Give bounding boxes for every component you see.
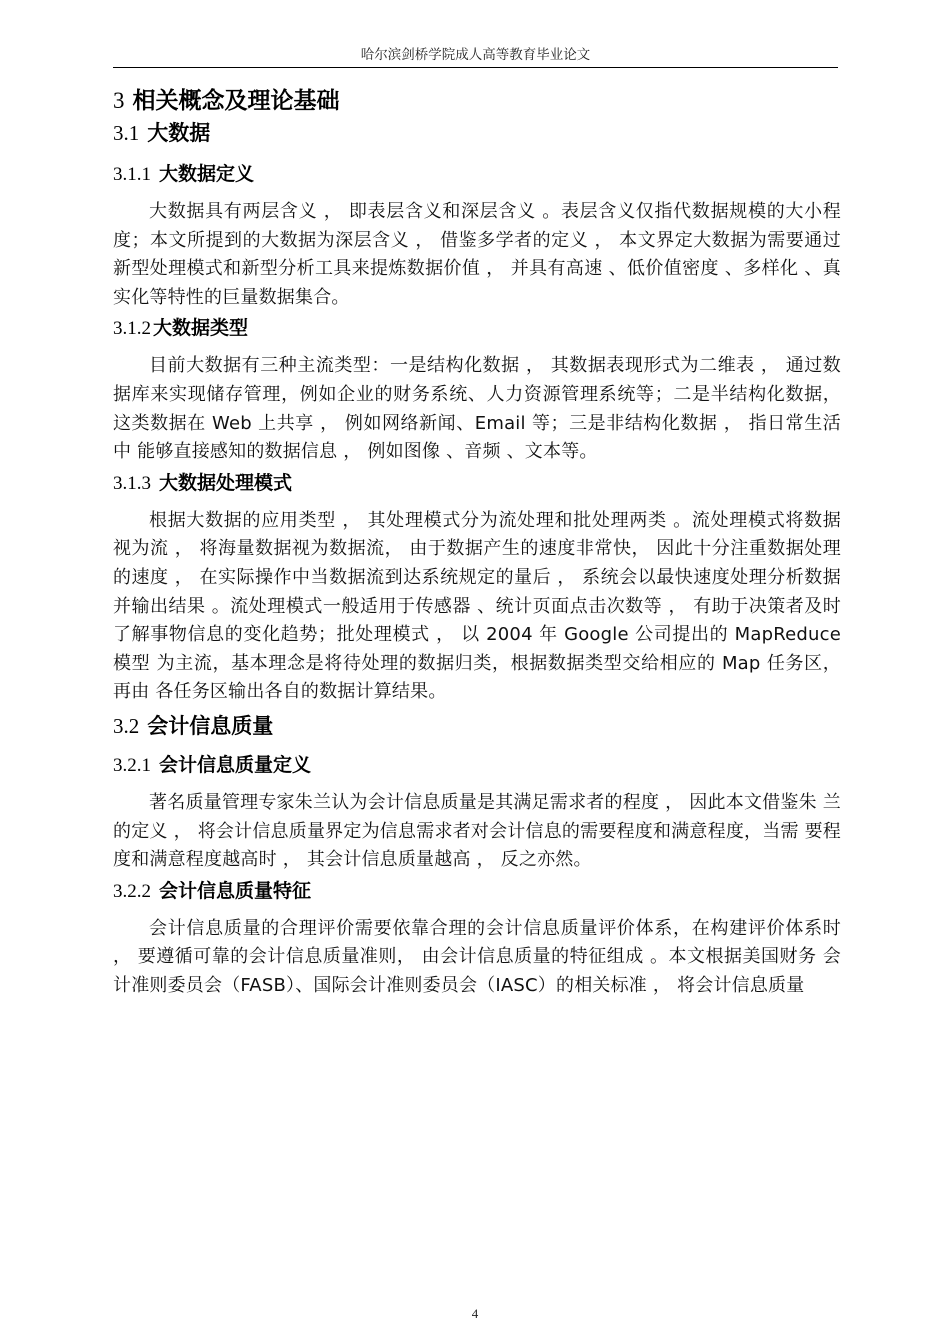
paragraph-accounting-info-quality-features: 会计信息质量的合理评价需要依靠合理的会计信息质量评价体系，在构建评价体系时 ， 要遵循可靠的会计信息质量准则， 由会计信息质量的特征组成 。本文根据美国财务 会计准则委员会（FASB）、国际会计准则委员会（IASC）的相关标准 ， 将会计信息质量 xyxy=(113,917,841,996)
subsection-number: 3.2.1 xyxy=(113,754,151,776)
section-heading-3-1 xyxy=(113,118,841,148)
section-number: 3.2 xyxy=(113,713,140,738)
chapter-title: 相关概念及理论基础 xyxy=(132,88,340,114)
subsection-title: 会计信息质量特征 xyxy=(159,879,312,902)
subsection-number: 3.1.2 xyxy=(113,318,151,340)
section-title: 会计信息质量 xyxy=(147,713,274,738)
subsection-title: 大数据处理模式 xyxy=(159,471,293,494)
subsection-heading-3-2-1 xyxy=(113,751,841,779)
subsection-heading-3-2-2 xyxy=(113,877,841,905)
paragraph-accounting-info-quality-definition: 著名质量管理专家朱兰认为会计信息质量是其满足需求者的程度 ， 因此本文借鉴朱 兰的定义 ， 将会计信息质量界定为信息需求者对会计信息的需要程度和满意程度，当需 要程度和满意程度越高时 ， 其会计信息质量越高 ， 反之亦然。 xyxy=(113,791,841,871)
subsection-title: 大数据类型 xyxy=(153,317,249,340)
section-number: 3.1 xyxy=(113,121,140,145)
subsection-heading-3-1-3 xyxy=(113,469,841,497)
document-body xyxy=(113,84,841,1000)
subsection-number: 3.2.2 xyxy=(113,880,151,902)
chapter-number: 3 xyxy=(113,88,125,113)
subsection-number: 3.1.3 xyxy=(113,472,151,494)
subsection-heading-3-1-2 xyxy=(113,314,841,342)
subsection-number: 3.1.1 xyxy=(113,164,151,185)
header-title: 哈尔滨剑桥学院成人高等教育毕业论文 xyxy=(360,47,591,63)
section-heading-3-2 xyxy=(113,711,841,741)
subsection-heading-3-1-1 xyxy=(113,160,841,188)
page-header xyxy=(113,44,838,68)
subsection-title: 大数据定义 xyxy=(159,163,255,185)
paragraph-big-data-types: 目前大数据有三种主流类型：一是结构化数据 ， 其数据表现形式为二维表 ， 通过数 据库来实现储存管理，例如企业的财务系统、人力资源管理系统等；二是半结构化数据， 这类数据在 Web 上共享 ， 例如网络新闻、Email 等；三是非结构化数据 ， 指日常生活中 能够直接感知的数据信息 ， 例如图像 、音频 、文本等。 xyxy=(113,355,841,463)
chapter-heading xyxy=(113,84,841,118)
section-title: 大数据 xyxy=(147,121,211,145)
paragraph-big-data-processing: 根据大数据的应用类型 ， 其处理模式分为流处理和批处理两类 。流处理模式将数据 视为流 ， 将海量数据视为数据流， 由于数据产生的速度非常快， 因此十分注重数据处理 的速度 ， 在实际操作中当数据流到达系统规定的量后 ， 系统会以最快速度处理分析数据 并输出结果 。流处理模式一般适用于传感器 、统计页面点击次数等 ， 有助于决策者及时 了解事物信息的变化趋势；批处理模式 ， 以 2004 年 Google 公司提出的 MapReduce 模型 为主流，基本理念是将待处理的数据归类，根据数据类型交给相应的 Map 任务区，再由 各任务区输出各自的数据计算结果。 xyxy=(113,509,841,703)
subsection-title: 会计信息质量定义 xyxy=(159,753,312,776)
page-number: 4 xyxy=(471,1306,479,1321)
paragraph-big-data-definition: 大数据具有两层含义 ， 即表层含义和深层含义 。表层含义仅指代数据规模的大小程 度；本文所提到的大数据为深层含义 ， 借鉴多学者的定义 ， 本文界定大数据为需要通过 新型处理模式和新型分析工具来提炼数据价值 ， 并具有高速 、低价值密度 、多样化 、真 实化等特性的巨量数据集合。 xyxy=(113,201,841,308)
